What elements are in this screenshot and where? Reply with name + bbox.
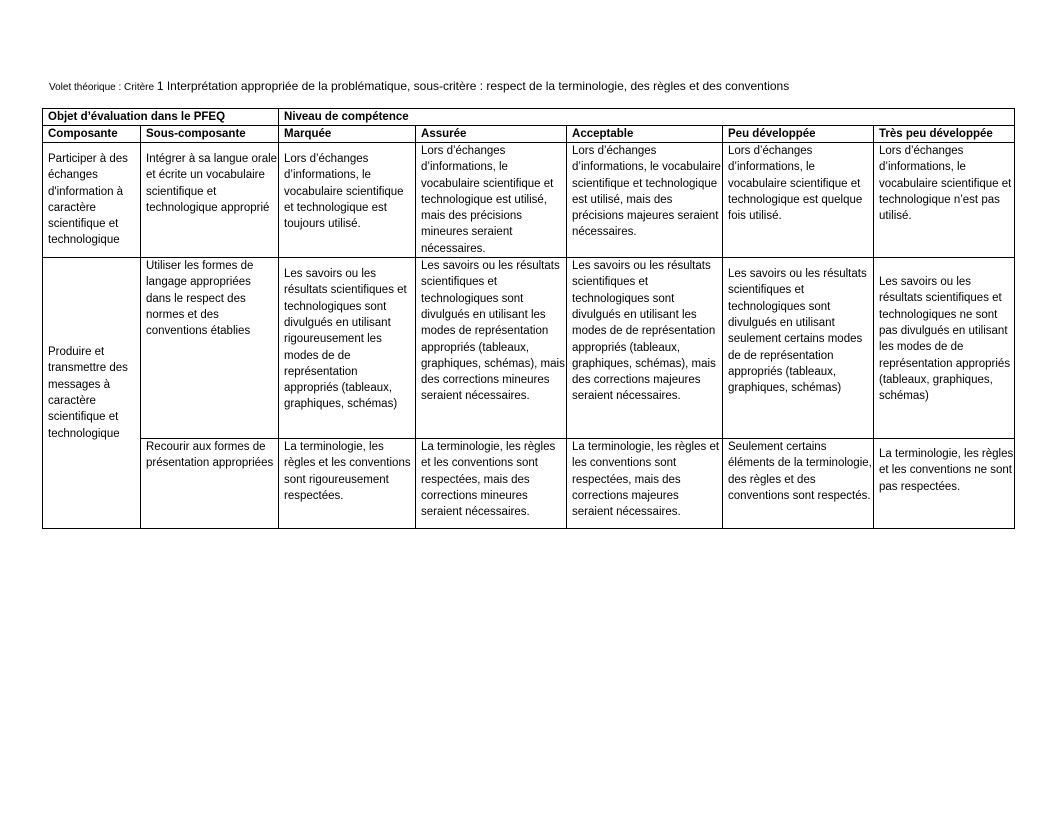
cell-composante: Participer à des échanges d'information à caractère scientifique et technologique [43,143,141,258]
col-header-peu: Peu développée [723,126,874,143]
cell-assuree: Lors d’échanges d’informations, le vocabulaire scientifique et technologique est utilisé, mais des précisions mineures seraient nécessaires. [416,143,567,258]
cell-tres-peu: La terminologie, les règles et les conventions ne sont pas respectées. [874,439,1015,529]
col-header-composante: Composante [43,126,141,143]
cell-sous-composante: Utiliser les formes de langage appropriées dans le respect des normes et des conventions établies [141,258,279,439]
cell-peu: Les savoirs ou les résultats scientifiques et technologiques sont divulgués en utilisant seulement certains modes de de représentation appropriés (tableaux, graphiques, schémas) [723,258,874,439]
cell-composante: Produire et transmettre des messages à caractère scientifique et technologique [43,258,141,529]
cell-sous-composante: Intégrer à sa langue orale et écrite un vocabulaire scientifique et technologique approprié [141,143,279,258]
cell-marquee: La terminologie, les règles et les conventions sont rigoureusement respectées. [279,439,416,529]
cell-assuree: Les savoirs ou les résultats scientifiques et technologiques sont divulgués en utilisant les modes de représentation appropriés (tableaux, graphiques, schémas), mais des corrections mineures seraient nécessaires. [416,258,567,439]
table-row [43,258,1015,439]
group-header-row [43,109,1015,126]
cell-marquee: Les savoirs ou les résultats scientifiques et technologiques sont divulgués en utilisant rigoureusement les modes de de représentation appropriés (tableaux, graphiques, schémas) [279,258,416,439]
document-caption [49,79,1049,95]
column-header-row [43,126,1015,143]
cell-acceptable: La terminologie, les règles et les conventions sont respectées, mais des corrections majeures seraient nécessaires. [567,439,723,529]
caption-text: 1 Interprétation appropriée de la problématique, sous-critère : respect de la terminologie, des règles et des conventions [156,79,790,93]
col-header-assuree: Assurée [416,126,567,143]
cell-peu: Lors d’échanges d’informations, le vocabulaire scientifique et technologique est quelque fois utilisé. [723,143,874,258]
col-header-acceptable: Acceptable [567,126,723,143]
table-row [43,439,1015,529]
cell-acceptable: Les savoirs ou les résultats scientifiques et technologiques sont divulgués en utilisant les modes de de représentation appropriés (tableaux, graphiques, schémas), mais des corrections majeures seraient nécessaires. [567,258,723,439]
cell-tres-peu: Les savoirs ou les résultats scientifiques et technologiques ne sont pas divulgués en utilisant les modes de de représentation appropriés (tableaux, graphiques, schémas) [874,258,1015,439]
col-header-marquee: Marquée [279,126,416,143]
group-header-niveau: Niveau de compétence [279,109,1015,126]
cell-peu: Seulement certains éléments de la terminologie, des règles et des conventions sont respectés. [723,439,874,529]
col-header-sous-composante: Sous-composante [141,126,279,143]
cell-assuree: La terminologie, les règles et les conventions sont respectées, mais des corrections mineures seraient nécessaires. [416,439,567,529]
table-row [43,143,1015,258]
cell-sous-composante: Recourir aux formes de présentation appropriées [141,439,279,529]
caption-prefix: Volet théorique : Critère [49,82,157,93]
cell-acceptable: Lors d’échanges d’informations, le vocabulaire scientifique et technologique est utilisé, mais des précisions majeures seraient nécessaires. [567,143,723,258]
cell-tres-peu: Lors d’échanges d’informations, le vocabulaire scientifique et technologique n’est pas utilisé. [874,143,1015,258]
col-header-tres-peu: Très peu développée [874,126,1015,143]
group-header-objet: Objet d’évaluation dans le PFEQ [43,109,279,126]
rubric-table [42,108,1015,529]
cell-marquee: Lors d’échanges d’informations, le vocabulaire scientifique et technologique est toujours utilisé. [279,143,416,258]
